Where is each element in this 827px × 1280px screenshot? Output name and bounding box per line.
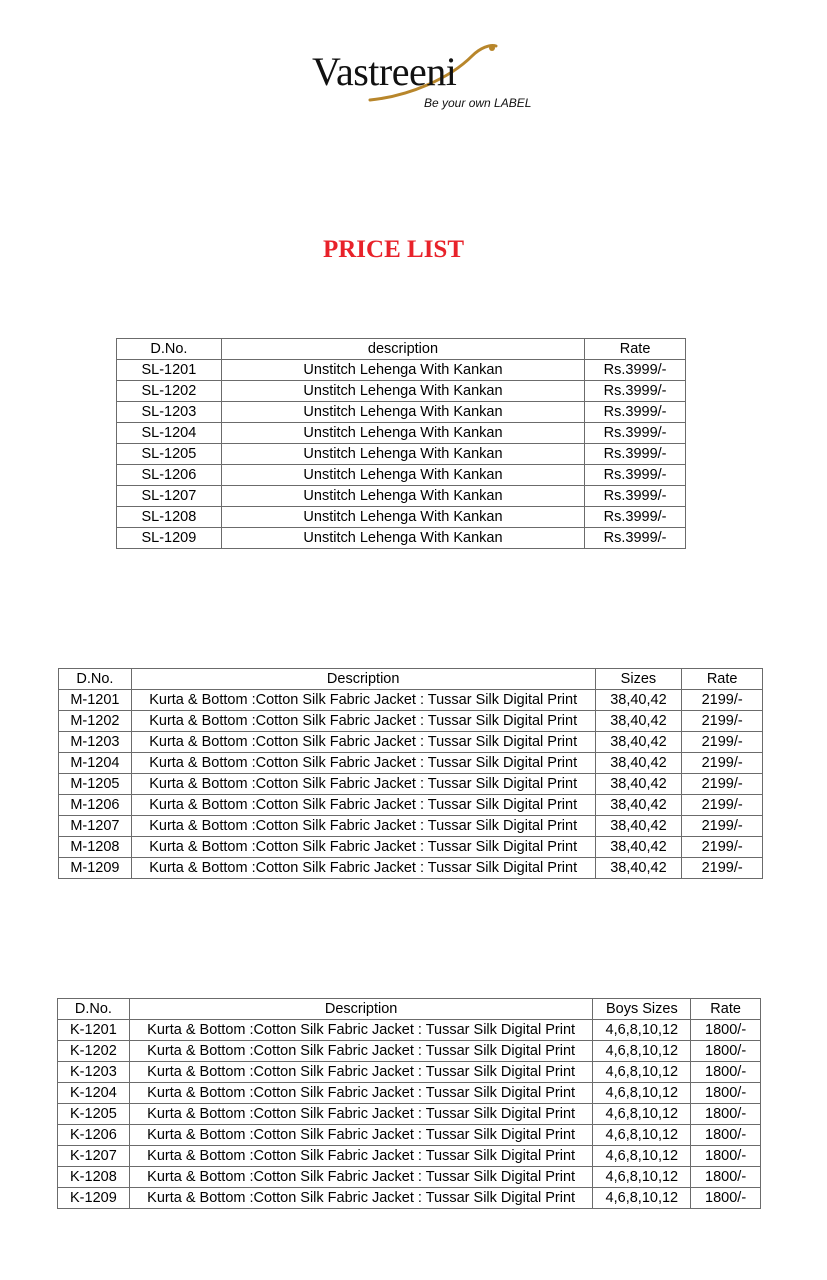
table-row <box>117 507 686 528</box>
table-cell: Kurta & Bottom :Cotton Silk Fabric Jacket : Tussar Silk Digital Print <box>129 1083 593 1104</box>
table-row <box>59 795 763 816</box>
table-cell: 1800/- <box>691 1125 761 1146</box>
table-cell: 38,40,42 <box>595 837 682 858</box>
table-cell: 38,40,42 <box>595 774 682 795</box>
table-row <box>58 1020 761 1041</box>
table-row <box>117 360 686 381</box>
table-cell: Kurta & Bottom :Cotton Silk Fabric Jacket : Tussar Silk Digital Print <box>131 837 595 858</box>
table-row <box>59 732 763 753</box>
column-header: D.No. <box>117 339 222 360</box>
table-cell: 2199/- <box>682 753 763 774</box>
table-cell: 1800/- <box>691 1146 761 1167</box>
table-row <box>59 711 763 732</box>
table-cell: Unstitch Lehenga With Kankan <box>221 528 584 549</box>
price-table-sl <box>116 338 686 549</box>
table-cell: Kurta & Bottom :Cotton Silk Fabric Jacket : Tussar Silk Digital Print <box>129 1020 593 1041</box>
column-header: Description <box>129 999 593 1020</box>
column-header: Rate <box>691 999 761 1020</box>
table-cell: K-1203 <box>58 1062 130 1083</box>
table-row <box>117 402 686 423</box>
table-cell: Kurta & Bottom :Cotton Silk Fabric Jacket : Tussar Silk Digital Print <box>129 1146 593 1167</box>
table-cell: SL-1205 <box>117 444 222 465</box>
table-cell: Kurta & Bottom :Cotton Silk Fabric Jacket : Tussar Silk Digital Print <box>131 753 595 774</box>
column-header: Rate <box>585 339 686 360</box>
table-row <box>58 1167 761 1188</box>
table-cell: Unstitch Lehenga With Kankan <box>221 444 584 465</box>
table-cell: Rs.3999/- <box>585 360 686 381</box>
table-cell: Kurta & Bottom :Cotton Silk Fabric Jacket : Tussar Silk Digital Print <box>131 858 595 879</box>
table-row <box>58 1041 761 1062</box>
table-cell: M-1209 <box>59 858 132 879</box>
table-cell: Rs.3999/- <box>585 381 686 402</box>
table-row <box>59 858 763 879</box>
table-cell: K-1202 <box>58 1041 130 1062</box>
table-cell: M-1201 <box>59 690 132 711</box>
table-cell: 1800/- <box>691 1020 761 1041</box>
table-cell: Kurta & Bottom :Cotton Silk Fabric Jacket : Tussar Silk Digital Print <box>131 690 595 711</box>
table-cell: 4,6,8,10,12 <box>593 1041 691 1062</box>
table-cell: Kurta & Bottom :Cotton Silk Fabric Jacket : Tussar Silk Digital Print <box>131 711 595 732</box>
table-cell: Kurta & Bottom :Cotton Silk Fabric Jacket : Tussar Silk Digital Print <box>129 1104 593 1125</box>
table-cell: SL-1209 <box>117 528 222 549</box>
table-cell: M-1207 <box>59 816 132 837</box>
table-cell: 2199/- <box>682 816 763 837</box>
table-row <box>117 423 686 444</box>
table-cell: Unstitch Lehenga With Kankan <box>221 465 584 486</box>
table-cell: 2199/- <box>682 711 763 732</box>
table-header-row <box>117 339 686 360</box>
table-cell: Rs.3999/- <box>585 402 686 423</box>
table-cell: Unstitch Lehenga With Kankan <box>221 507 584 528</box>
table-cell: 1800/- <box>691 1167 761 1188</box>
table-cell: Kurta & Bottom :Cotton Silk Fabric Jacket : Tussar Silk Digital Print <box>131 795 595 816</box>
table-cell: 38,40,42 <box>595 816 682 837</box>
table-row <box>59 816 763 837</box>
table-cell: Kurta & Bottom :Cotton Silk Fabric Jacket : Tussar Silk Digital Print <box>129 1167 593 1188</box>
table-cell: Rs.3999/- <box>585 486 686 507</box>
table-cell: 38,40,42 <box>595 732 682 753</box>
column-header: Boys Sizes <box>593 999 691 1020</box>
table-cell: 38,40,42 <box>595 690 682 711</box>
table-cell: Kurta & Bottom :Cotton Silk Fabric Jacket : Tussar Silk Digital Print <box>131 774 595 795</box>
table-cell: K-1201 <box>58 1020 130 1041</box>
table-cell: K-1208 <box>58 1167 130 1188</box>
table-cell: Unstitch Lehenga With Kankan <box>221 360 584 381</box>
table-cell: SL-1206 <box>117 465 222 486</box>
column-header: description <box>221 339 584 360</box>
table-row <box>58 1083 761 1104</box>
table-cell: Unstitch Lehenga With Kankan <box>221 402 584 423</box>
table-cell: 38,40,42 <box>595 753 682 774</box>
table-cell: Kurta & Bottom :Cotton Silk Fabric Jacket : Tussar Silk Digital Print <box>131 732 595 753</box>
page-title: PRICE LIST <box>322 236 464 263</box>
table-cell: Unstitch Lehenga With Kankan <box>221 381 584 402</box>
brand-tagline: Be your own LABEL <box>424 96 532 110</box>
table-cell: K-1209 <box>58 1188 130 1209</box>
table-row <box>58 1104 761 1125</box>
table-cell: K-1207 <box>58 1146 130 1167</box>
table-cell: Unstitch Lehenga With Kankan <box>221 423 584 444</box>
table-cell: 4,6,8,10,12 <box>593 1125 691 1146</box>
table-cell: Kurta & Bottom :Cotton Silk Fabric Jacket : Tussar Silk Digital Print <box>129 1125 593 1146</box>
table-cell: 4,6,8,10,12 <box>593 1188 691 1209</box>
table-row <box>58 1146 761 1167</box>
table-cell: SL-1204 <box>117 423 222 444</box>
table-cell: M-1203 <box>59 732 132 753</box>
table-cell: 38,40,42 <box>595 795 682 816</box>
column-header: Description <box>131 669 595 690</box>
table-cell: K-1205 <box>58 1104 130 1125</box>
table-cell: M-1205 <box>59 774 132 795</box>
table-cell: 1800/- <box>691 1062 761 1083</box>
table-cell: M-1208 <box>59 837 132 858</box>
table-cell: 2199/- <box>682 795 763 816</box>
table-header-row <box>59 669 763 690</box>
brand-logo <box>300 38 540 118</box>
column-header: D.No. <box>58 999 130 1020</box>
table-row <box>117 444 686 465</box>
table-row <box>59 690 763 711</box>
brand-name: Vastreeni <box>312 49 457 94</box>
table-row <box>117 465 686 486</box>
table-cell: K-1206 <box>58 1125 130 1146</box>
table-cell: 2199/- <box>682 774 763 795</box>
table-cell: Rs.3999/- <box>585 465 686 486</box>
price-table-m <box>58 668 763 879</box>
table-cell: K-1204 <box>58 1083 130 1104</box>
table-cell: 2199/- <box>682 858 763 879</box>
table-row <box>117 381 686 402</box>
table-row <box>58 1125 761 1146</box>
table-cell: 1800/- <box>691 1041 761 1062</box>
table-cell: 2199/- <box>682 690 763 711</box>
table-cell: Rs.3999/- <box>585 507 686 528</box>
column-header: Rate <box>682 669 763 690</box>
table-cell: 2199/- <box>682 732 763 753</box>
table-cell: 38,40,42 <box>595 858 682 879</box>
table-cell: 2199/- <box>682 837 763 858</box>
table-cell: 1800/- <box>691 1104 761 1125</box>
table-cell: 4,6,8,10,12 <box>593 1083 691 1104</box>
table-row <box>59 774 763 795</box>
table-row <box>117 486 686 507</box>
table-cell: SL-1202 <box>117 381 222 402</box>
table-cell: M-1206 <box>59 795 132 816</box>
table-cell: 4,6,8,10,12 <box>593 1167 691 1188</box>
table-cell: M-1202 <box>59 711 132 732</box>
table-cell: Kurta & Bottom :Cotton Silk Fabric Jacket : Tussar Silk Digital Print <box>129 1188 593 1209</box>
table-cell: Rs.3999/- <box>585 444 686 465</box>
table-row <box>59 837 763 858</box>
table-header-row <box>58 999 761 1020</box>
table-cell: SL-1208 <box>117 507 222 528</box>
price-table-k <box>57 998 761 1209</box>
table-cell: 4,6,8,10,12 <box>593 1062 691 1083</box>
column-header: Sizes <box>595 669 682 690</box>
table-cell: 1800/- <box>691 1188 761 1209</box>
table-cell: SL-1203 <box>117 402 222 423</box>
table-cell: Kurta & Bottom :Cotton Silk Fabric Jacket : Tussar Silk Digital Print <box>129 1062 593 1083</box>
table-cell: Kurta & Bottom :Cotton Silk Fabric Jacket : Tussar Silk Digital Print <box>129 1041 593 1062</box>
table-row <box>58 1188 761 1209</box>
table-cell: Rs.3999/- <box>585 528 686 549</box>
table-cell: 1800/- <box>691 1083 761 1104</box>
table-row <box>58 1062 761 1083</box>
table-cell: M-1204 <box>59 753 132 774</box>
table-cell: 4,6,8,10,12 <box>593 1020 691 1041</box>
column-header: D.No. <box>59 669 132 690</box>
table-cell: 4,6,8,10,12 <box>593 1104 691 1125</box>
table-row <box>117 528 686 549</box>
table-cell: SL-1201 <box>117 360 222 381</box>
table-cell: Unstitch Lehenga With Kankan <box>221 486 584 507</box>
table-cell: SL-1207 <box>117 486 222 507</box>
table-cell: Rs.3999/- <box>585 423 686 444</box>
table-cell: 38,40,42 <box>595 711 682 732</box>
table-cell: 4,6,8,10,12 <box>593 1146 691 1167</box>
table-row <box>59 753 763 774</box>
table-cell: Kurta & Bottom :Cotton Silk Fabric Jacket : Tussar Silk Digital Print <box>131 816 595 837</box>
